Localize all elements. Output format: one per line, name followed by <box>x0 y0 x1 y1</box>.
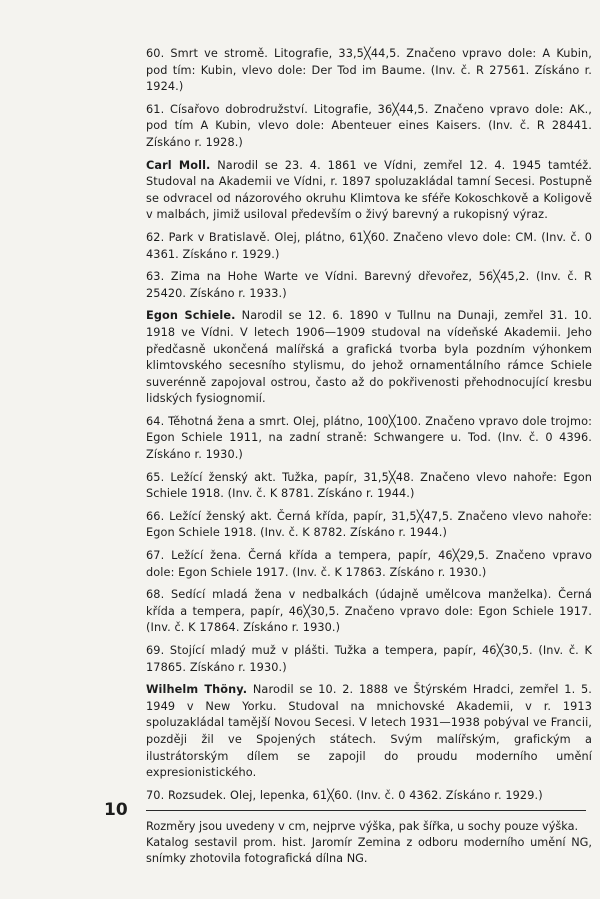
catalog-entry-69: 69. Stojící mladý muž v plášti. Tužka a tempera, papír, 46╳30,5. (Inv. č. K 17865. Získáno r. 1930.) <box>146 644 592 674</box>
artist-bio-wilhelm-thony <box>146 682 592 782</box>
catalog-entry-60: 60. Smrt ve stromě. Litografie, 33,5╳44,5. Značeno vpravo dole: A Kubin, pod tím: Kubin, vlevo dole: Der Tod im Baume. (Inv. č. R 27561. Získáno r. 1924.) <box>146 47 592 94</box>
catalog-entry-64: 64. Těhotná žena a smrt. Olej, plátno, 100╳100. Značeno vpravo dole trojmo: Egon Schiele 1911, na zadní straně: Schwangere u. Tod. (Inv. č. 0 4396. Získáno r. 1930.) <box>146 414 592 462</box>
catalog-entry-66: 66. Ležící ženský akt. Černá křída, papír, 31,5╳47,5. Značeno vlevo nahoře: Egon Schiele 1918. (Inv. č. K 8782. Získáno r. 1944.) <box>146 509 592 540</box>
footnote-divider <box>146 810 586 811</box>
page-number: 10 <box>104 800 128 820</box>
footnote-credits: Katalog sestavil prom. hist. Jaromír Zemina z odboru moderního umění NG, snímky zhotovila fotografická dílna NG. <box>146 835 592 865</box>
catalog-entry-68: 68. Sedící mladá žena v nedbalkách (údajně umělcova manželka). Černá křída a tempera, papír, 46╳30,5. Značeno vpravo dole: Egon Schiele 1917. (Inv. č. K 17864. Získáno r. 1930.) <box>146 588 592 635</box>
catalog-entry-65: 65. Ležící ženský akt. Tužka, papír, 31,5╳48. Značeno vlevo nahoře: Egon Schiele 1918. (Inv. č. K 8781. Získáno r. 1944.) <box>146 470 592 501</box>
catalog-text <box>146 46 592 866</box>
catalog-entry-67: 67. Ležící žena. Černá křída a tempera, papír, 46╳29,5. Značeno vpravo dole: Egon Schiele 1917. (Inv. č. K 17863. Získáno r. 1930.) <box>146 549 592 579</box>
artist-bio-text: Narodil se 10. 2. 1888 ve Štýrském Hradci, zemřel 1. 5. 1949 v New Yorku. Studoval na mnichovské Akademii, v r. 1913 spoluzakládal tamější Novou Secesi. V letech 1931—1938 pobýval ve Francii, později žil ve Spojených státech. Svým malířským, grafickým a ilustrátorským dílem se zapojil do proudu moderního umění expresionistického. <box>146 683 592 780</box>
artist-name: Egon Schiele. <box>146 309 236 323</box>
catalog-entry-63: 63. Zima na Hohe Warte ve Vídni. Barevný dřevořez, 56╳45,2. (Inv. č. R 25420. Získáno r. 1933.) <box>146 270 592 300</box>
footnote-dimensions: Rozměry jsou uvedeny v cm, nejprve výška, pak šířka, u sochy pouze výška. <box>146 820 579 834</box>
artist-bio-text: Narodil se 12. 6. 1890 v Tullnu na Dunaji, zemřel 31. 10. 1918 ve Vídni. V letech 1906—1909 studoval na vídeňské Akademii. Jeho předčasně ukončená malířská a grafická tvorba byla pozdním výhonkem klimtovského secesního stylismu, do jehož ornamentálního rámce Schiele suverénně zapojoval ostrou, často až do pokřivenosti přehodnocující kresbu lidských fysiognomií. <box>146 309 593 406</box>
artist-name: Carl Moll. <box>146 158 211 172</box>
artist-name: Wilhelm Thöny. <box>146 683 248 697</box>
artist-bio-carl-moll <box>146 158 592 224</box>
catalog-entry-70: 70. Rozsudek. Olej, lepenka, 61╳60. (Inv. č. 0 4362. Získáno r. 1929.) <box>146 788 543 802</box>
catalog-entry-62: 62. Park v Bratislavě. Olej, plátno, 61╳60. Značeno vlevo dole: CM. (Inv. č. 0 4361. Získáno r. 1929.) <box>146 230 592 261</box>
artist-bio-text: Narodil se 23. 4. 1861 ve Vídni, zemřel 12. 4. 1945 tamtéž. Studoval na Akademii ve Vídni, r. 1897 spoluzakládal tamní Secesi. Postupně se odvracel od názorového okruhu Klimtova ke sféře Kokoschkově a Koligově v malbách, jimiž usiloval především o živý barevný a rukopisný výraz. <box>146 158 592 222</box>
catalog-entry-61: 61. Císařovo dobrodružství. Litografie, 36╳44,5. Značeno vpravo dole: AK., pod tím A Kubin, vlevo dole: Abenteuer eines Kaisers. (Inv. č. R 28441. Získáno r. 1928.) <box>146 102 592 149</box>
artist-bio-egon-schiele <box>146 308 592 408</box>
